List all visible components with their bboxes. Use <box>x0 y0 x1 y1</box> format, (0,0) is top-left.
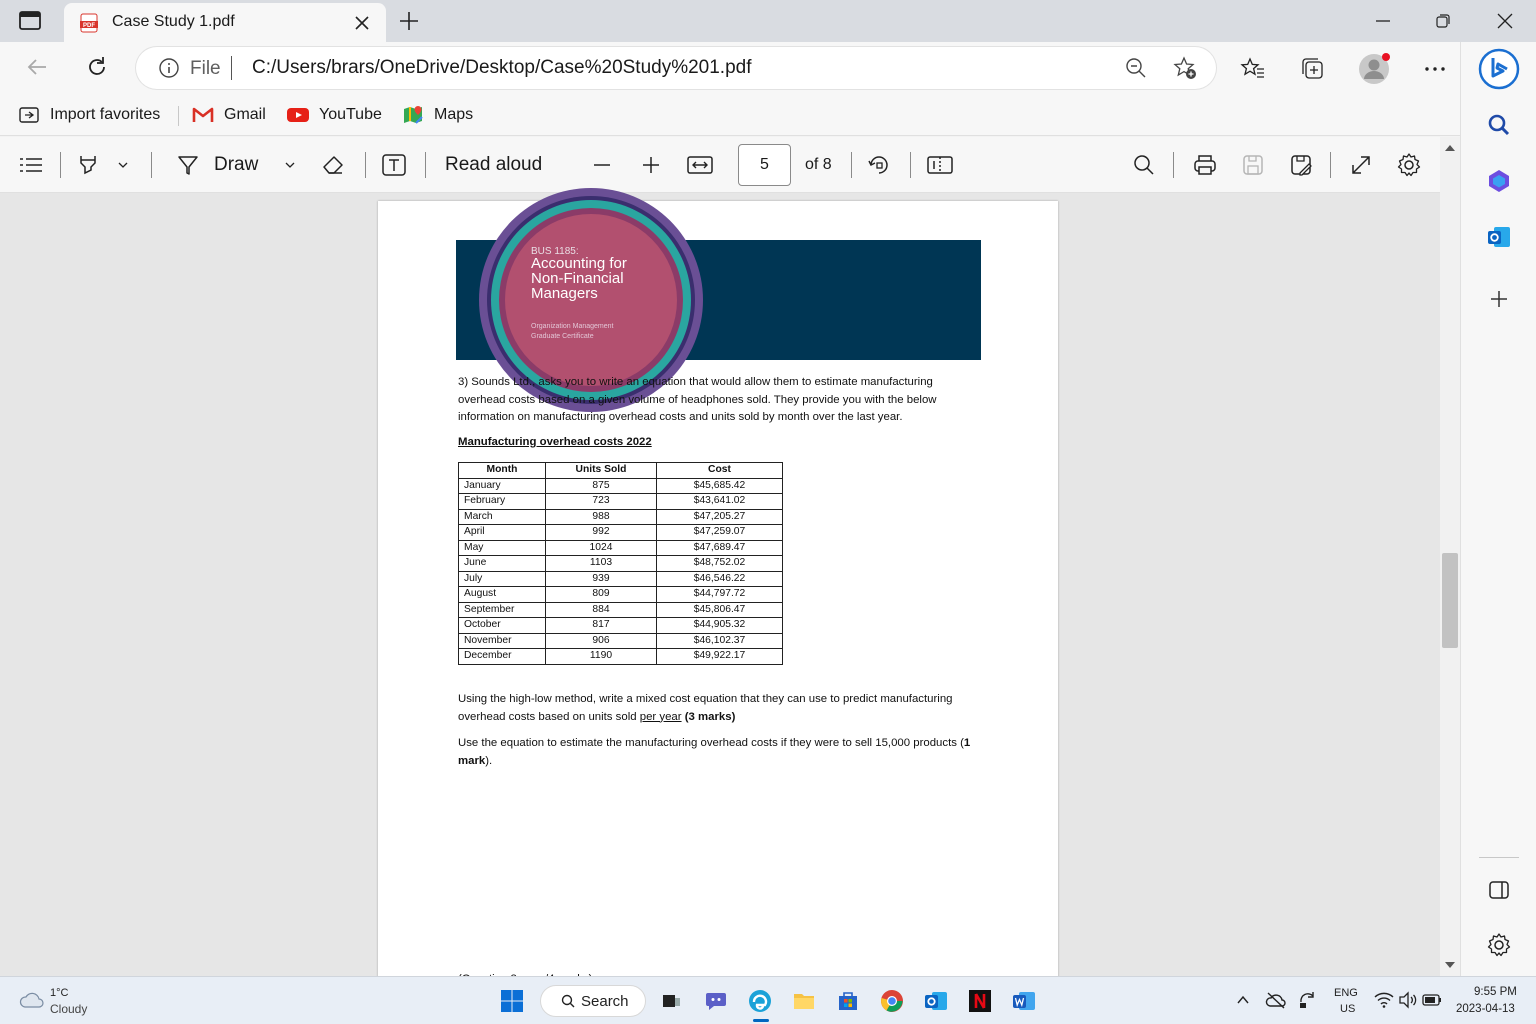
month-cell: July <box>459 571 546 587</box>
favorites-divider <box>178 106 179 126</box>
table-row <box>459 556 783 572</box>
keyboard-layout-indicator[interactable]: US <box>1340 1003 1356 1015</box>
cloudy-weather-icon[interactable] <box>18 989 46 1011</box>
bing-chat-icon[interactable] <box>1478 48 1520 90</box>
draw-button[interactable] <box>176 150 258 180</box>
question-part-b-text: Use the equation to estimate the manufacturing overhead costs if they were to sell 15,000 products ( <box>458 737 964 749</box>
month-cell: September <box>459 602 546 618</box>
units-sold-cell: 723 <box>546 494 657 510</box>
cost-cell: $45,685.42 <box>657 478 783 494</box>
find-icon[interactable] <box>1132 150 1156 180</box>
cost-cell: $47,259.07 <box>657 525 783 541</box>
cost-cell: $44,797.72 <box>657 587 783 603</box>
close-tab-icon[interactable] <box>352 13 372 33</box>
tab-actions-icon[interactable] <box>18 10 44 32</box>
units-sold-cell: 988 <box>546 509 657 525</box>
table-row <box>459 649 783 665</box>
refresh-sync-icon[interactable] <box>1297 990 1319 1010</box>
favorite-gmail[interactable] <box>192 102 266 128</box>
weather-description[interactable]: Cloudy <box>50 1002 88 1016</box>
cost-cell: $45,806.47 <box>657 602 783 618</box>
refresh-icon[interactable] <box>84 54 110 80</box>
month-cell: August <box>459 587 546 603</box>
url-text[interactable]: C:/Users/brars/OneDrive/Desktop/Case%20Study%201.pdf <box>252 57 752 78</box>
favorites-bar <box>0 94 1460 136</box>
favorite-label: YouTube <box>319 106 382 123</box>
favorites-icon[interactable] <box>1240 56 1266 82</box>
new-tab-icon[interactable] <box>396 8 422 34</box>
question-intro: 3) Sounds Ltd., asks you to write an equation that would allow them to estimate manufacturing overhead costs based on a given volume of headphones sold. They provide you with the below information on manufacturing overhead costs and units sold by month over the last year. <box>458 376 937 423</box>
favorite-label: Gmail <box>224 106 266 123</box>
table-row <box>459 540 783 556</box>
units-sold-cell: 1024 <box>546 540 657 556</box>
question-part-b-marks: 1 mark <box>458 737 971 767</box>
column-header: Cost <box>657 463 783 479</box>
file-explorer-icon[interactable] <box>792 989 816 1013</box>
toolbar-divider <box>910 152 911 178</box>
pdf-settings-gear-icon[interactable] <box>1396 150 1422 180</box>
taskbar <box>0 976 1536 1024</box>
hide-sidebar-icon[interactable] <box>1486 877 1512 903</box>
question-part-a-underlined: per year <box>639 710 682 723</box>
highlight-icon[interactable] <box>76 150 100 180</box>
cost-cell: $48,752.02 <box>657 556 783 572</box>
add-text-icon[interactable] <box>381 150 407 180</box>
month-cell: April <box>459 525 546 541</box>
clock-date[interactable]: 2023-04-13 <box>1456 1003 1515 1015</box>
save-as-icon[interactable] <box>1289 150 1313 180</box>
question-part-b <box>458 735 978 770</box>
show-hidden-icons-icon[interactable] <box>1236 993 1250 1007</box>
units-sold-cell: 875 <box>546 478 657 494</box>
question-part-a-marks: (3 marks) <box>684 710 736 723</box>
overhead-cost-table <box>458 462 783 665</box>
language-indicator[interactable]: ENG <box>1334 987 1358 999</box>
units-sold-cell: 809 <box>546 587 657 603</box>
course-subtitle: Organization Management Graduate Certificate <box>531 323 614 340</box>
draw-icon <box>176 153 200 177</box>
highlight-options-chevron-icon[interactable] <box>116 150 130 180</box>
import-icon <box>18 105 50 125</box>
units-sold-cell: 817 <box>546 618 657 634</box>
active-app-indicator <box>753 1019 769 1022</box>
month-cell: December <box>459 649 546 665</box>
address-scheme-label: File <box>190 58 221 79</box>
table-row <box>459 525 783 541</box>
table-row <box>459 478 783 494</box>
table-header-row <box>459 463 783 479</box>
column-header: Month <box>459 463 546 479</box>
cost-cell: $49,922.17 <box>657 649 783 665</box>
scrollbar-thumb[interactable] <box>1442 553 1458 648</box>
rotate-icon[interactable] <box>866 150 892 180</box>
month-cell: May <box>459 540 546 556</box>
taskbar-search-label: Search <box>581 992 629 1010</box>
toolbar-divider <box>425 152 426 178</box>
course-code: BUS 1185: <box>531 246 579 257</box>
chrome-icon[interactable] <box>880 989 904 1013</box>
pdf-viewport[interactable] <box>0 193 1440 976</box>
month-cell: October <box>459 618 546 634</box>
microsoft-store-icon[interactable] <box>836 989 860 1013</box>
table-body <box>459 478 783 664</box>
fullscreen-icon[interactable] <box>1349 150 1373 180</box>
units-sold-cell: 1190 <box>546 649 657 665</box>
netflix-icon[interactable] <box>968 989 992 1013</box>
clock-time[interactable]: 9:55 PM <box>1474 986 1517 998</box>
svg-text:PDF: PDF <box>83 23 95 29</box>
info-icon[interactable] <box>158 57 180 79</box>
favorite-label: Import favorites <box>50 106 161 123</box>
draw-label: Draw <box>214 154 259 175</box>
cost-cell: $46,546.22 <box>657 571 783 587</box>
course-title: Accounting for Non-Financial Managers <box>531 255 627 302</box>
page-view-icon[interactable] <box>926 150 954 180</box>
tab-title: Case Study 1.pdf <box>112 13 235 30</box>
edge-browser-icon[interactable] <box>748 989 772 1013</box>
chat-icon[interactable] <box>704 989 728 1013</box>
add-favorite-icon[interactable] <box>1172 55 1198 81</box>
toolbar-divider <box>60 152 61 178</box>
back-icon[interactable] <box>24 54 50 80</box>
title-bar <box>0 0 1536 42</box>
print-icon[interactable] <box>1192 150 1218 180</box>
office-icon[interactable] <box>1486 168 1512 194</box>
favorite-youtube[interactable] <box>287 102 382 128</box>
table-row <box>459 494 783 510</box>
close-window-icon[interactable] <box>1492 8 1518 34</box>
contents-icon[interactable] <box>18 150 44 180</box>
page-number-input[interactable]: 5 <box>738 144 791 186</box>
save-icon[interactable] <box>1241 150 1265 180</box>
units-sold-cell: 906 <box>546 633 657 649</box>
units-sold-cell: 992 <box>546 525 657 541</box>
task-view-icon[interactable] <box>660 989 684 1013</box>
taskbar-search-box[interactable] <box>540 985 646 1017</box>
course-banner <box>456 240 981 360</box>
toolbar-divider <box>365 152 366 178</box>
scroll-up-icon[interactable] <box>1444 143 1456 153</box>
maps-icon <box>402 104 434 126</box>
month-cell: March <box>459 509 546 525</box>
month-cell: January <box>459 478 546 494</box>
read-aloud-button[interactable] <box>445 150 542 180</box>
table-row <box>459 509 783 525</box>
cost-cell: $47,689.47 <box>657 540 783 556</box>
section-title: Manufacturing overhead costs 2022 <box>458 436 652 448</box>
zoom-in-page-icon[interactable] <box>639 150 663 180</box>
month-cell: February <box>459 494 546 510</box>
word-icon[interactable] <box>1012 989 1036 1013</box>
scroll-down-icon[interactable] <box>1444 960 1456 970</box>
question-part-a-text: Using the high-low method, write a mixed cost equation that they can use to predict manufacturing overhead costs based on units sold <box>458 693 953 723</box>
table-row <box>459 602 783 618</box>
outlook-icon[interactable] <box>1486 224 1512 250</box>
youtube-icon <box>287 107 319 123</box>
column-header: Units Sold <box>546 463 657 479</box>
address-bar[interactable] <box>136 47 1216 89</box>
table-row <box>459 571 783 587</box>
month-cell: June <box>459 556 546 572</box>
wifi-icon[interactable] <box>1374 992 1394 1008</box>
table-row <box>459 587 783 603</box>
month-cell: November <box>459 633 546 649</box>
question-part-b-end: ). <box>485 754 493 767</box>
pdf-file-icon <box>80 13 98 33</box>
cost-cell: $43,641.02 <box>657 494 783 510</box>
sidebar-divider <box>1479 857 1519 858</box>
edge-sidebar <box>1460 42 1536 976</box>
table-row <box>459 618 783 634</box>
draw-options-chevron-icon[interactable] <box>283 150 297 180</box>
pdf-page <box>378 201 1058 1001</box>
zoom-out-page-icon[interactable] <box>590 150 614 180</box>
minimize-icon[interactable] <box>1370 8 1396 34</box>
units-sold-cell: 939 <box>546 571 657 587</box>
favorite-import[interactable] <box>18 102 160 128</box>
more-options-icon[interactable] <box>1422 56 1448 82</box>
page-total-label: of 8 <box>805 156 832 173</box>
zoom-out-icon[interactable] <box>1124 56 1148 80</box>
toolbar-divider <box>1173 152 1174 178</box>
profile-avatar[interactable] <box>1357 52 1391 86</box>
question-part-a <box>458 691 978 726</box>
weather-temperature[interactable]: 1°C <box>50 987 69 999</box>
cost-cell: $46,102.37 <box>657 633 783 649</box>
sidebar-settings-gear-icon[interactable] <box>1486 932 1512 958</box>
outlook-taskbar-icon[interactable] <box>924 989 948 1013</box>
read-aloud-label: Read aloud <box>445 154 543 175</box>
restore-icon[interactable] <box>1430 8 1456 34</box>
browser-tab[interactable] <box>64 3 386 42</box>
pdf-toolbar <box>0 137 1440 193</box>
units-sold-cell: 884 <box>546 602 657 618</box>
start-windows-icon[interactable] <box>500 989 524 1013</box>
favorite-label: Maps <box>434 106 474 123</box>
sidebar-search-icon[interactable] <box>1486 112 1512 138</box>
units-sold-cell: 1103 <box>546 556 657 572</box>
gmail-icon <box>192 106 224 124</box>
collections-icon[interactable] <box>1300 56 1326 82</box>
favorite-maps[interactable] <box>402 102 473 128</box>
add-sidebar-app-icon[interactable] <box>1486 286 1512 312</box>
volume-icon[interactable] <box>1398 992 1418 1008</box>
toolbar-divider <box>151 152 152 178</box>
cost-cell: $47,205.27 <box>657 509 783 525</box>
address-divider <box>231 56 232 80</box>
toolbar-divider <box>1330 152 1331 178</box>
cost-cell: $44,905.32 <box>657 618 783 634</box>
battery-icon[interactable] <box>1422 993 1442 1007</box>
fit-to-width-icon[interactable] <box>686 150 714 180</box>
eraser-icon[interactable] <box>320 150 346 180</box>
onedrive-sync-icon[interactable] <box>1265 991 1287 1009</box>
taskbar-search-icon <box>561 994 575 1008</box>
table-row <box>459 633 783 649</box>
toolbar-divider <box>851 152 852 178</box>
